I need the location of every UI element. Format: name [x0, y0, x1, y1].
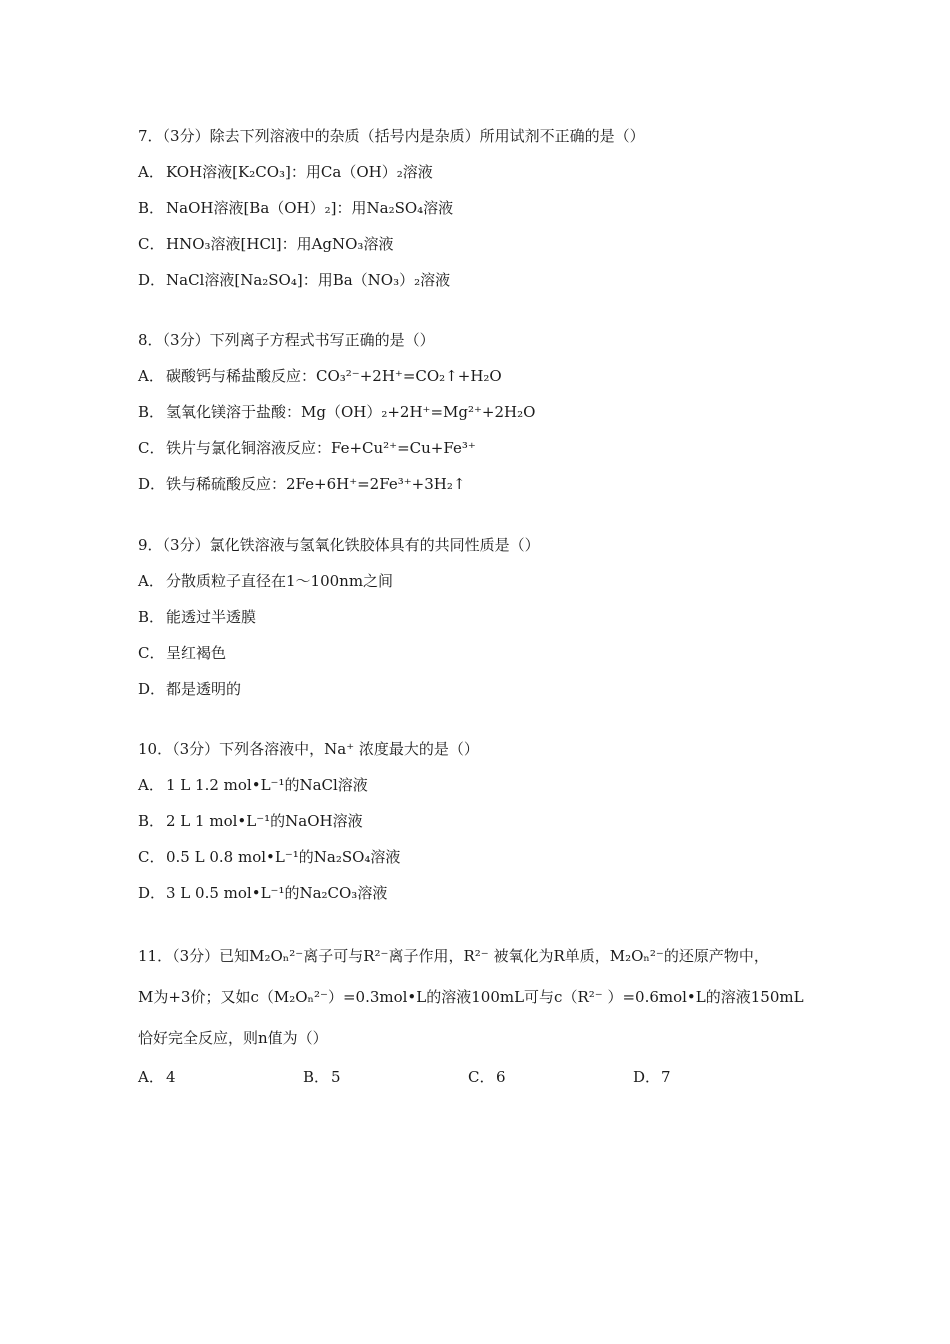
- option-text: 能透过半透膜: [166, 608, 257, 626]
- question-8-option-a: [138, 358, 818, 394]
- option-label: D．: [138, 884, 166, 902]
- question-11-options: [138, 1059, 818, 1095]
- option-text: HNO₃溶液[HCl]：用AgNO₃溶液: [166, 235, 394, 253]
- option-text: 5: [331, 1068, 341, 1086]
- option-label: C．: [138, 439, 165, 457]
- option-text: 0.5 L 0.8 mol•L⁻¹的Na₂SO₄溶液: [166, 848, 401, 866]
- question-7-stem: 7．（3分）除去下列溶液中的杂质（括号内是杂质）所用试剂不正确的是（）: [138, 127, 645, 145]
- question-7: [138, 118, 818, 298]
- option-label: B．: [138, 812, 165, 830]
- option-text: 都是透明的: [166, 680, 242, 698]
- option-text: 铁片与氯化铜溶液反应：Fe+Cu²⁺=Cu+Fe³⁺: [166, 439, 476, 457]
- option-label: B．: [138, 199, 165, 217]
- option-text: 2 L 1 mol•L⁻¹的NaOH溶液: [166, 812, 363, 830]
- question-8-option-d: [138, 466, 818, 502]
- option-label: B．: [303, 1068, 330, 1086]
- option-label: D．: [138, 271, 166, 289]
- option-text: NaOH溶液[Ba（OH）₂]：用Na₂SO₄溶液: [166, 199, 454, 217]
- option-text: 碳酸钙与稀盐酸反应：CO₃²⁻+2H⁺=CO₂↑+H₂O: [166, 367, 502, 385]
- question-10-option-d: [138, 875, 818, 911]
- question-7-option-a: [138, 154, 818, 190]
- question-7-option-d: [138, 262, 818, 298]
- option-label: A．: [138, 776, 164, 794]
- option-text: 分散质粒子直径在1～100nm之间: [166, 572, 394, 590]
- option-text: KOH溶液[K₂CO₃]：用Ca（OH）₂溶液: [166, 163, 433, 181]
- option-text: 呈红褐色: [166, 644, 227, 662]
- option-label: C．: [138, 848, 165, 866]
- question-11-option-d: [633, 1059, 671, 1095]
- question-9-option-a: [138, 563, 818, 599]
- option-text: 铁与稀硫酸反应：2Fe+6H⁺=2Fe³⁺+3H₂↑: [166, 475, 466, 493]
- option-text: 7: [661, 1068, 671, 1086]
- question-10: [138, 731, 818, 911]
- question-11-option-c: [468, 1059, 506, 1095]
- option-text: 4: [166, 1068, 176, 1086]
- option-text: NaCl溶液[Na₂SO₄]：用Ba（NO₃）₂溶液: [166, 271, 451, 289]
- option-text: 1 L 1.2 mol•L⁻¹的NaCl溶液: [166, 776, 368, 794]
- question-11: [138, 936, 818, 1095]
- question-11-stem-line-2: M为+3价；又如c（M₂Oₙ²⁻）=0.3mol•L的溶液100mL可与c（R²⁻ ）=0.6mol•L的溶液150mL: [138, 988, 804, 1006]
- option-label: C．: [138, 235, 165, 253]
- option-label: A．: [138, 572, 164, 590]
- question-10-option-c: [138, 839, 818, 875]
- question-9: [138, 527, 818, 707]
- question-9-option-b: [138, 599, 818, 635]
- question-8-stem: 8．（3分）下列离子方程式书写正确的是（）: [138, 331, 435, 349]
- question-8-option-b: [138, 394, 818, 430]
- option-label: A．: [138, 367, 164, 385]
- question-11-stem-line-1: 11．（3分）已知M₂Oₙ²⁻离子可与R²⁻离子作用，R²⁻ 被氧化为R单质，M₂Oₙ²⁻的还原产物中，: [138, 947, 769, 965]
- option-label: D．: [138, 475, 166, 493]
- question-10-option-b: [138, 803, 818, 839]
- option-label: C．: [138, 644, 165, 662]
- option-label: B．: [138, 403, 165, 421]
- question-10-stem: 10．（3分）下列各溶液中，Na⁺ 浓度最大的是（）: [138, 740, 479, 758]
- option-text: 3 L 0.5 mol•L⁻¹的Na₂CO₃溶液: [166, 884, 388, 902]
- question-7-option-b: [138, 190, 818, 226]
- question-9-option-c: [138, 635, 818, 671]
- question-11-option-b: [303, 1059, 341, 1095]
- question-9-option-d: [138, 671, 818, 707]
- option-label: D．: [633, 1068, 661, 1086]
- question-11-stem-line-3: 恰好完全反应，则n值为（）: [138, 1029, 328, 1047]
- question-11-option-a: [138, 1059, 176, 1095]
- question-7-option-c: [138, 226, 818, 262]
- question-8: [138, 322, 818, 502]
- option-text: 6: [496, 1068, 506, 1086]
- option-label: B．: [138, 608, 165, 626]
- question-9-stem: 9．（3分）氯化铁溶液与氢氧化铁胶体具有的共同性质是（）: [138, 536, 540, 554]
- option-label: A．: [138, 1068, 164, 1086]
- option-text: 氢氧化镁溶于盐酸：Mg（OH）₂+2H⁺=Mg²⁺+2H₂O: [166, 403, 536, 421]
- option-label: D．: [138, 680, 166, 698]
- question-8-option-c: [138, 430, 818, 466]
- option-label: C．: [468, 1068, 495, 1086]
- question-10-option-a: [138, 767, 818, 803]
- option-label: A．: [138, 163, 164, 181]
